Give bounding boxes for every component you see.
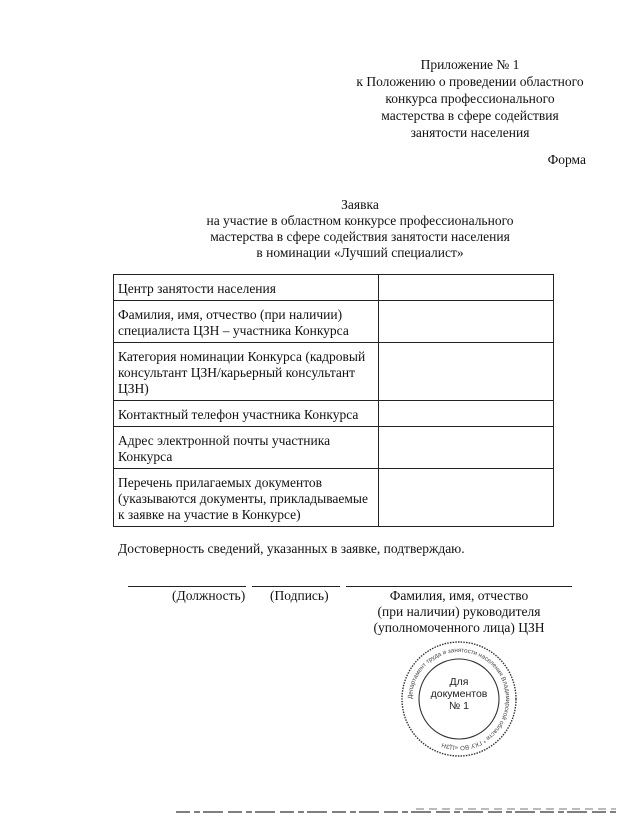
confirmation-text: Достоверность сведений, указанных в заявке, подтверждаю. xyxy=(118,541,465,556)
table-row xyxy=(114,275,554,301)
table-row xyxy=(114,401,554,427)
name-caption-line: (при наличии) руководителя xyxy=(377,604,541,619)
title-line: мастерства в сфере содействия занятости населения xyxy=(210,229,510,244)
appendix-line: занятости населения xyxy=(410,125,530,140)
row-label: Контактный телефон участника Конкурса xyxy=(114,401,379,427)
title-line: в номинации «Лучший специалист» xyxy=(256,245,464,260)
row-value-cell[interactable] xyxy=(378,427,553,469)
row-label: Фамилия, имя, отчество (при наличии) специалиста ЦЗН – участника Конкурса xyxy=(114,301,379,343)
row-value-cell[interactable] xyxy=(378,343,553,401)
table-row xyxy=(114,427,554,469)
application-table xyxy=(113,274,554,527)
row-label: Адрес электронной почты участника Конкурса xyxy=(114,427,379,469)
title-line: Заявка xyxy=(341,197,379,212)
table-row xyxy=(114,469,554,527)
stamp-line: документов xyxy=(430,688,488,700)
table-row xyxy=(114,301,554,343)
position-caption: (Должность) xyxy=(172,588,246,603)
row-label: Категория номинации Конкурса (кадровый консультант ЦЗН/карьерный консультант ЦЗН) xyxy=(114,343,379,401)
name-caption-line: Фамилия, имя, отчество xyxy=(389,588,529,603)
title-line: на участие в областном конкурсе профессионального xyxy=(206,213,514,228)
appendix-line: конкурса профессионального xyxy=(385,91,555,106)
bottom-scan-artifact xyxy=(176,806,616,816)
stamp-line: Для xyxy=(449,676,469,688)
signature-line xyxy=(252,586,340,587)
stamp-center-text xyxy=(420,676,498,712)
form-label: Форма xyxy=(547,152,586,167)
row-label: Перечень прилагаемых документов (указываются документы, прикладываемые к заявке на участие в Конкурсе) xyxy=(114,469,379,527)
table-row xyxy=(114,343,554,401)
appendix-header xyxy=(340,56,600,141)
row-label: Центр занятости населения xyxy=(114,275,379,301)
document-title xyxy=(140,197,580,261)
signature-caption: (Подпись) xyxy=(270,588,329,603)
row-value-cell[interactable] xyxy=(378,275,553,301)
stamp-line: № 1 xyxy=(448,700,470,712)
name-caption-line: (уполномоченного лица) ЦЗН xyxy=(373,620,545,635)
row-value-cell[interactable] xyxy=(378,301,553,343)
row-value-cell[interactable] xyxy=(378,401,553,427)
name-caption xyxy=(346,588,572,636)
name-signature-line xyxy=(346,586,572,587)
position-signature-line xyxy=(128,586,246,587)
row-value-cell[interactable] xyxy=(378,469,553,527)
appendix-line: к Положению о проведении областного xyxy=(356,74,584,89)
stamp-ring-text: Департамент труда и занятости населения Владимирской области * ГКУ ВО «ЦЗН xyxy=(406,646,512,752)
appendix-line: мастерства в сфере содействия xyxy=(381,108,559,123)
appendix-line: Приложение № 1 xyxy=(420,57,520,72)
